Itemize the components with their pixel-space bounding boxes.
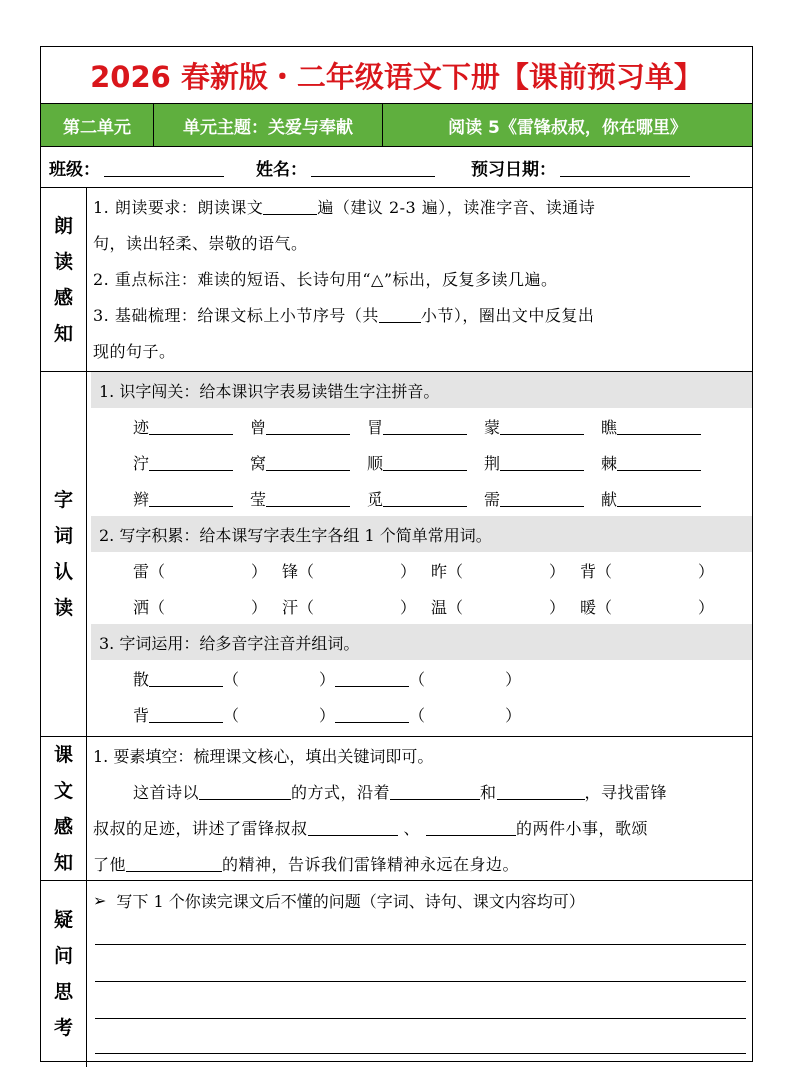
text-blank-2[interactable] <box>390 783 480 800</box>
close-paren: ） <box>505 705 522 725</box>
open-paren: （ <box>409 705 426 725</box>
character: 瞧 <box>601 417 618 437</box>
open-paren: （ <box>223 669 240 689</box>
open-paren: （ <box>447 561 464 581</box>
character: 棘 <box>601 453 618 473</box>
character: 泞 <box>133 453 150 473</box>
close-paren: ） <box>549 597 566 617</box>
character: 温 <box>431 597 448 617</box>
word-cell <box>133 595 282 618</box>
pinyin-blank[interactable] <box>335 706 409 723</box>
open-paren: （ <box>596 597 613 617</box>
pinyin-blank[interactable] <box>149 490 233 507</box>
word-cell <box>431 559 580 582</box>
pinyin-blank[interactable] <box>266 490 350 507</box>
character: 需 <box>484 489 501 509</box>
character: 暖 <box>580 597 597 617</box>
open-paren: （ <box>223 705 240 725</box>
reading-line-1: 1. 朗读要求：朗读课文 遍（建议 2-3 遍），读准字音、读通诗 <box>93 197 596 217</box>
question-prompt: ➢ 写下 1 个你读完课文后不懂的问题（字词、诗句、课文内容均可） <box>93 890 585 911</box>
polyphone-row <box>93 660 746 696</box>
polyphone-task-heading: 3. 字词运用：给多音字注音并组词。 <box>91 624 752 660</box>
unit-bar <box>41 104 752 147</box>
pinyin-row <box>93 408 746 444</box>
open-paren: （ <box>149 561 166 581</box>
character: 背 <box>133 705 150 725</box>
reading-line-5: 现的句子。 <box>93 341 176 361</box>
word-cell <box>133 559 282 582</box>
section-label-words: 字 词 认 读 <box>41 372 87 736</box>
pinyin-blank[interactable] <box>500 418 584 435</box>
pinyin-blank[interactable] <box>383 490 467 507</box>
reading-line-4: 3. 基础梳理：给课文标上小节序号（共 小节），圈出文中反复出 <box>93 305 595 325</box>
character: 雷 <box>133 561 150 581</box>
pinyin-blank[interactable] <box>149 706 223 723</box>
pinyin-blank[interactable] <box>617 454 701 471</box>
close-paren: ） <box>251 561 268 581</box>
name-field[interactable] <box>311 158 435 177</box>
text-blank-1[interactable] <box>199 783 291 800</box>
character: 蒙 <box>484 417 501 437</box>
close-paren: ） <box>400 561 417 581</box>
lesson-title: 阅读 5《雷锋叔叔，你在哪里》 <box>448 117 687 138</box>
pinyin-blank[interactable] <box>383 454 467 471</box>
character: 辫 <box>133 489 150 509</box>
character: 散 <box>133 669 150 689</box>
pinyin-cell <box>367 451 484 474</box>
section-label-text: 课 文 感 知 <box>41 737 87 880</box>
character: 荆 <box>484 453 501 473</box>
class-label: 班级： <box>49 159 100 180</box>
character: 背 <box>580 561 597 581</box>
pinyin-blank[interactable] <box>335 670 409 687</box>
pinyin-cell <box>367 415 484 438</box>
pinyin-cell <box>250 487 367 510</box>
preview-sheet <box>40 46 753 1062</box>
pinyin-cell <box>367 487 484 510</box>
pinyin-blank[interactable] <box>383 418 467 435</box>
text-blank-3[interactable] <box>497 783 585 800</box>
close-paren: ） <box>549 561 566 581</box>
name-label: 姓名： <box>256 159 307 180</box>
character: 顺 <box>367 453 384 473</box>
pinyin-cell <box>601 451 718 474</box>
word-row <box>93 588 746 624</box>
pinyin-blank[interactable] <box>617 418 701 435</box>
unit-theme: 单元主题：关爱与奉献 <box>154 104 383 146</box>
close-paren: ） <box>400 597 417 617</box>
character: 锋 <box>282 561 299 581</box>
close-paren: ） <box>251 597 268 617</box>
character: 迹 <box>133 417 150 437</box>
section-reading <box>41 188 752 372</box>
word-cell <box>580 559 729 582</box>
section-label-question: 疑 问 思 考 <box>41 881 87 1067</box>
open-paren: （ <box>298 597 315 617</box>
character: 昨 <box>431 561 448 581</box>
pinyin-blank[interactable] <box>149 418 233 435</box>
date-label: 预习日期： <box>471 159 556 180</box>
word-cell <box>282 559 431 582</box>
pinyin-row <box>93 480 746 516</box>
word-cell <box>282 595 431 618</box>
close-paren: ） <box>319 705 336 725</box>
times-blank[interactable] <box>263 198 317 215</box>
word-row <box>93 552 746 588</box>
class-field[interactable] <box>104 158 224 177</box>
polyphone-row <box>93 696 746 732</box>
pinyin-cell <box>250 451 367 474</box>
pinyin-cell <box>133 487 250 510</box>
pinyin-blank[interactable] <box>149 670 223 687</box>
character: 冒 <box>367 417 384 437</box>
character: 曾 <box>250 417 267 437</box>
word-cell <box>431 595 580 618</box>
section-words <box>41 372 752 737</box>
word-cell <box>580 595 729 618</box>
pinyin-cell <box>484 451 601 474</box>
unit-number: 第二单元 <box>41 104 154 146</box>
reading-line-2: 句，读出轻柔、崇敬的语气。 <box>93 233 308 253</box>
text-blank-5[interactable] <box>426 819 516 836</box>
pinyin-cell <box>133 451 250 474</box>
pinyin-blank[interactable] <box>266 454 350 471</box>
text-line-1: 这首诗以 的方式，沿着 和 ，寻找雷锋 <box>133 782 668 802</box>
close-paren: ） <box>698 561 715 581</box>
close-paren: ） <box>505 669 522 689</box>
text-line-2: 叔叔的足迹，讲述了雷锋叔叔 、 的两件小事，歌颂 <box>93 818 649 838</box>
section-label-reading: 朗 读 感 知 <box>41 188 87 371</box>
answer-line-4[interactable] <box>95 1053 746 1054</box>
word-task-heading: 2. 写字积累：给本课写字表生字各组 1 个简单常用词。 <box>91 516 752 552</box>
character: 汗 <box>282 597 299 617</box>
text-blank-6[interactable] <box>126 855 222 872</box>
text-blank-4[interactable] <box>308 819 398 836</box>
character: 觅 <box>367 489 384 509</box>
stanza-count-blank[interactable] <box>379 306 421 323</box>
pinyin-blank[interactable] <box>500 454 584 471</box>
pinyin-blank[interactable] <box>617 490 701 507</box>
open-paren: （ <box>298 561 315 581</box>
section-text <box>41 737 752 881</box>
pinyin-blank[interactable] <box>149 454 233 471</box>
pinyin-cell <box>601 487 718 510</box>
pinyin-cell <box>484 487 601 510</box>
pinyin-cell <box>484 415 601 438</box>
open-paren: （ <box>409 669 426 689</box>
open-paren: （ <box>596 561 613 581</box>
pinyin-row <box>93 444 746 480</box>
character: 莹 <box>250 489 267 509</box>
pinyin-blank[interactable] <box>266 418 350 435</box>
pinyin-cell <box>133 415 250 438</box>
page-title: 2026 春新版・二年级语文下册【课前预习单】 <box>41 47 752 104</box>
student-info-row <box>41 147 752 188</box>
text-line-3: 了他 的精神，告诉我们雷锋精神永远在身边。 <box>93 854 520 874</box>
section-question <box>41 881 752 1067</box>
close-paren: ） <box>698 597 715 617</box>
text-task-heading: 1. 要素填空：梳理课文核心，填出关键词即可。 <box>93 746 434 766</box>
pinyin-cell <box>601 415 718 438</box>
bullet-arrow-icon: ➢ <box>93 890 107 910</box>
open-paren: （ <box>149 597 166 617</box>
pinyin-blank[interactable] <box>500 490 584 507</box>
reading-line-3: 2. 重点标注：难读的短语、长诗句用“△”标出，反复多读几遍。 <box>93 269 558 289</box>
date-field[interactable] <box>560 158 690 177</box>
character: 洒 <box>133 597 150 617</box>
character: 献 <box>601 489 618 509</box>
pinyin-cell <box>250 415 367 438</box>
close-paren: ） <box>319 669 336 689</box>
character: 窝 <box>250 453 267 473</box>
open-paren: （ <box>447 597 464 617</box>
pinyin-task-heading: 1. 识字闯关：给本课识字表易读错生字注拼音。 <box>91 372 752 408</box>
